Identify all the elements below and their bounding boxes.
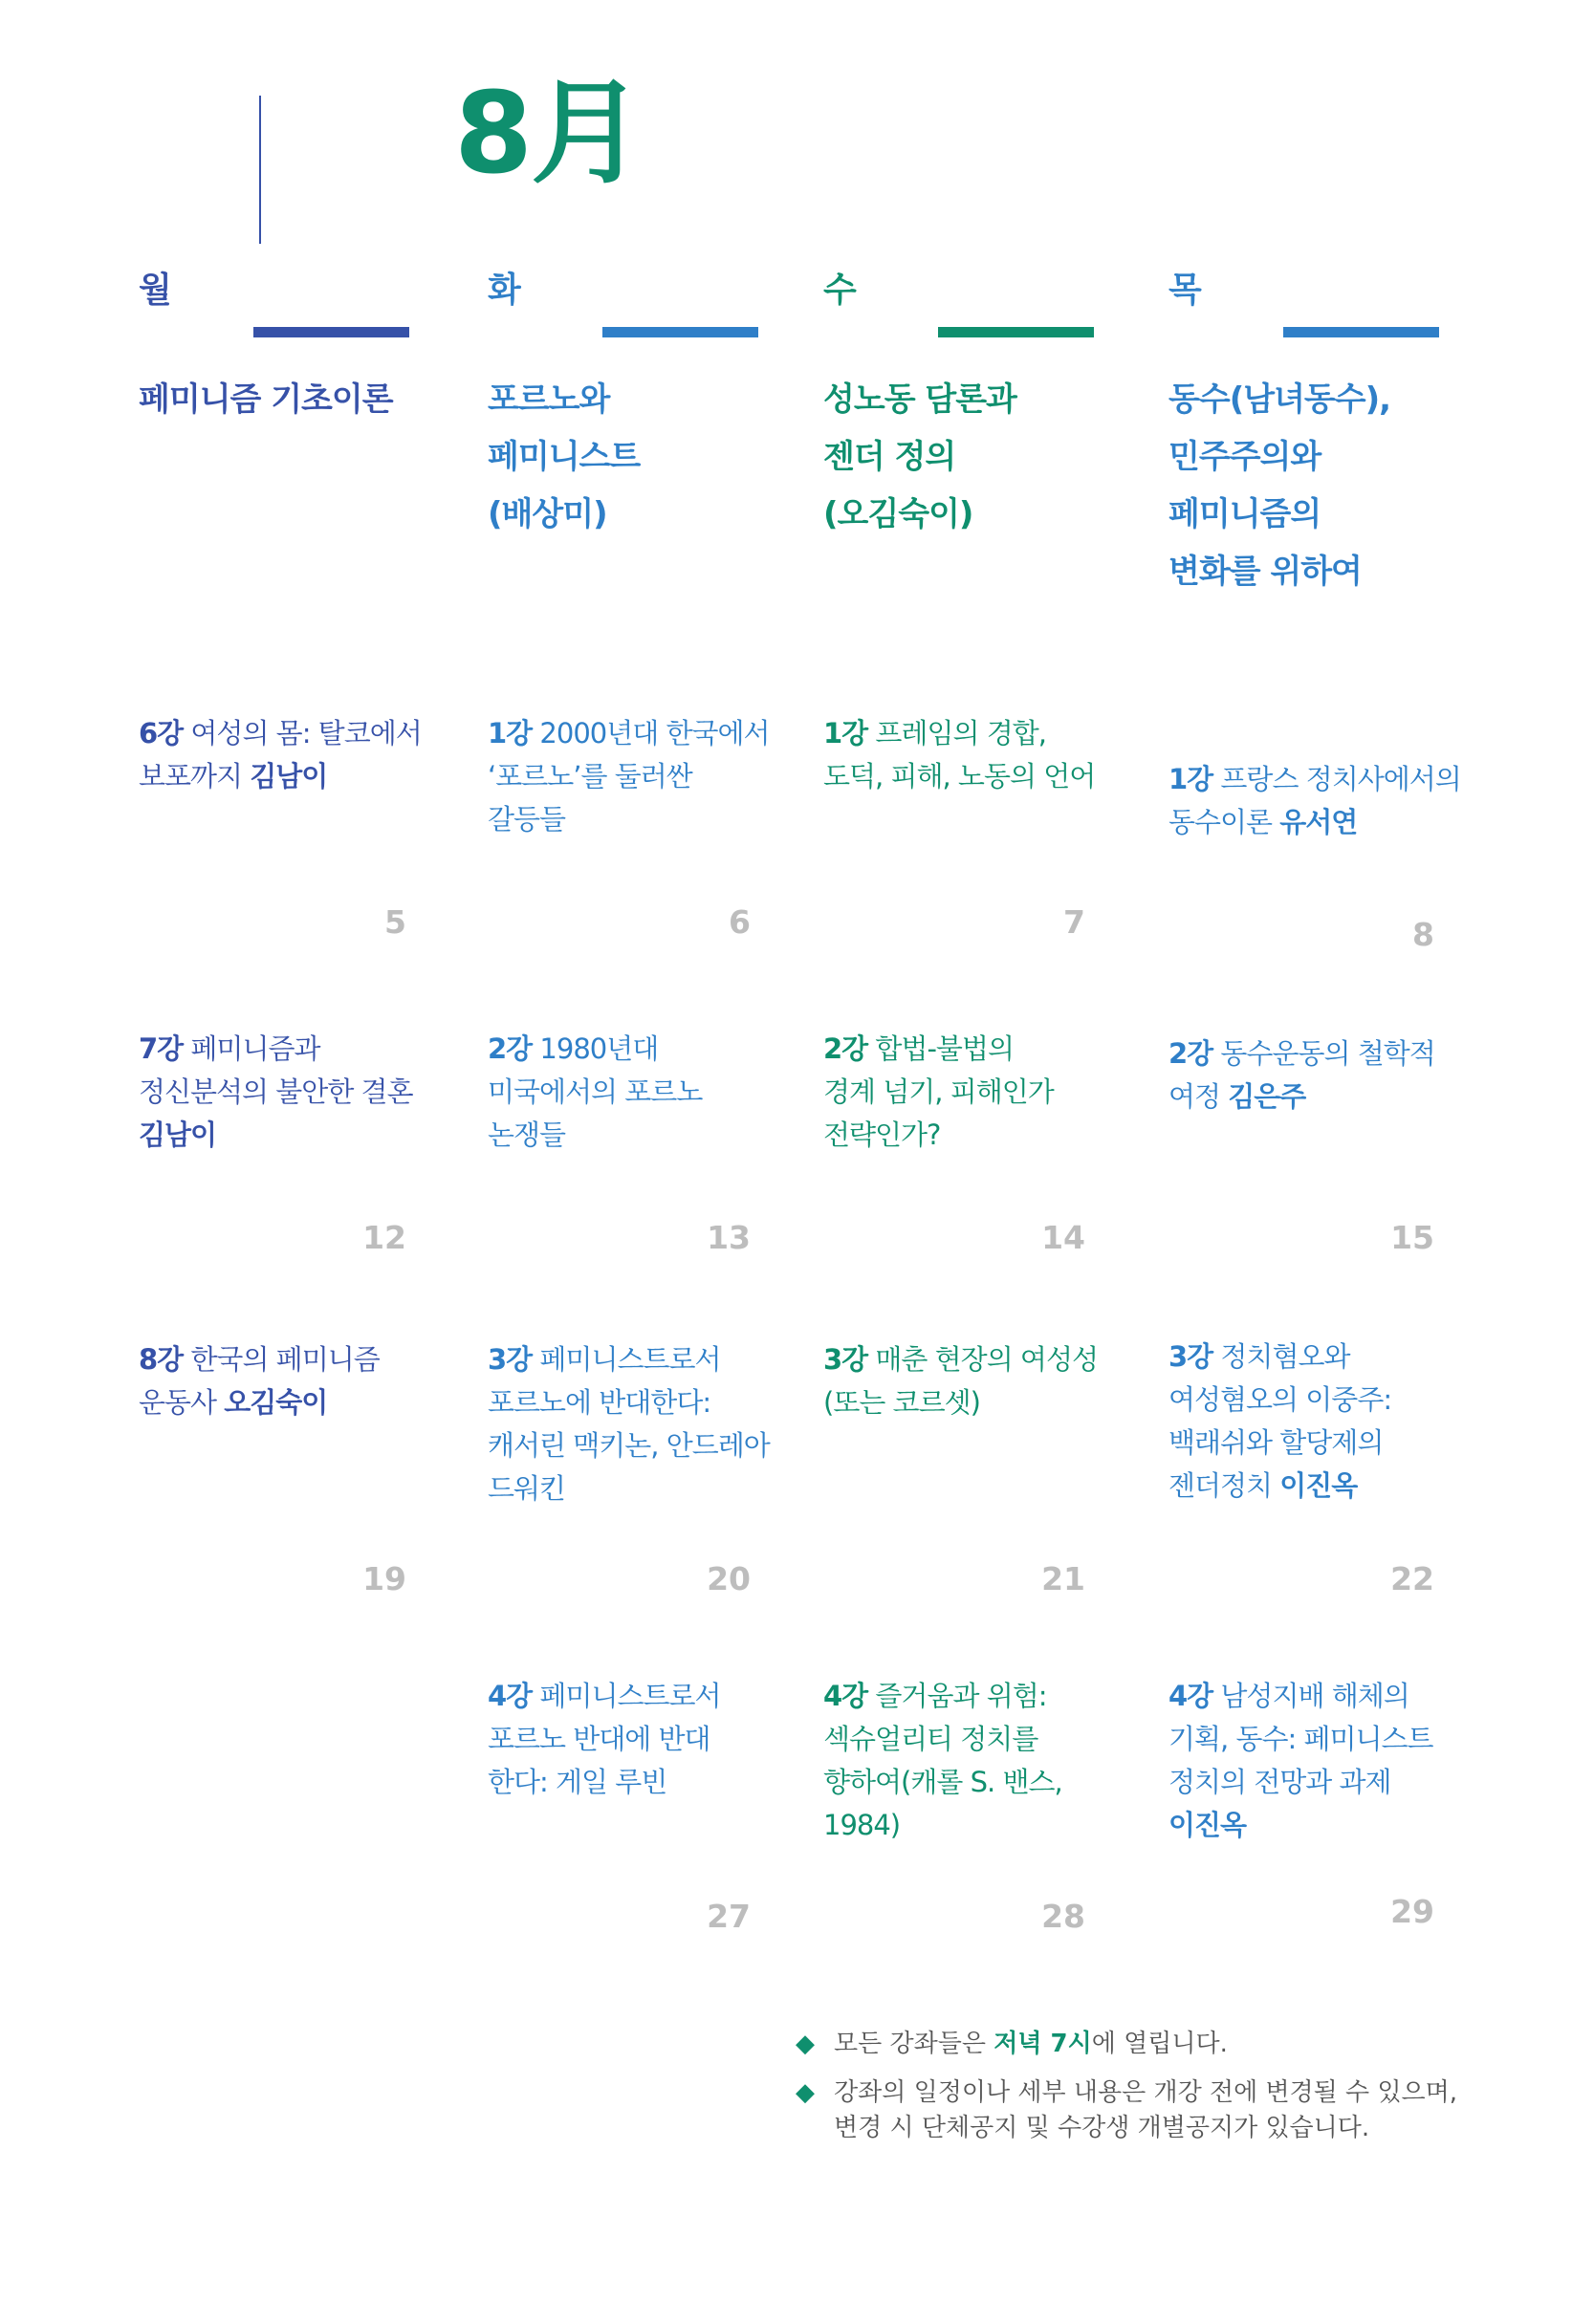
- lecture-bold-text: 8강: [139, 1343, 184, 1376]
- lecture-line: [1168, 1336, 1391, 1379]
- lecture-line: [488, 798, 770, 841]
- lecture-text: 기획, 동수: 페미니스트: [1168, 1723, 1433, 1755]
- notes-section: [796, 2027, 1465, 2160]
- lecture-text: 합법-불법의: [867, 1032, 1014, 1065]
- day-underline-bar: [602, 327, 758, 337]
- lecture-text: 포르노 반대에 반대: [488, 1723, 710, 1755]
- lecture-entry: [1168, 758, 1461, 844]
- lecture-line: [823, 755, 1095, 798]
- lecture-line: [488, 1675, 721, 1718]
- day-header-tue: 화: [488, 271, 521, 310]
- lecture-text: 매춘 현장의 여성성: [867, 1343, 1098, 1376]
- lecture-bold-text: 3강: [488, 1343, 533, 1376]
- lecture-text: 정치의 전망과 과제: [1168, 1766, 1391, 1798]
- lecture-text: 한국의 페미니즘: [183, 1343, 380, 1376]
- lecture-text: 정치혐오와: [1212, 1340, 1350, 1373]
- note-text: 강좌의 일정이나 세부 내용은 개강 전에 변경될 수 있으며, 변경 시 단체공지 및 수강생 개별공지가 있습니다.: [834, 2078, 1458, 2142]
- category-line: 동수(남녀동수),: [1168, 380, 1391, 419]
- lecture-text: 2000년대 한국에서: [532, 717, 770, 749]
- lecture-text: 페미니스트로서: [532, 1343, 721, 1376]
- day-underline-bar: [938, 327, 1094, 337]
- lecture-line: [1168, 1718, 1433, 1761]
- category-line: 변화를 위하여: [1168, 553, 1362, 591]
- lecture-entry: [1168, 1032, 1435, 1119]
- note-text-pre: 모든 강좌들은: [834, 2030, 994, 2058]
- lecture-text: 페미니즘과: [183, 1032, 320, 1065]
- lecture-line: [823, 1071, 1054, 1114]
- lecture-text: 경계 넘기, 피해인가: [823, 1075, 1054, 1108]
- lecture-text: 여정: [1168, 1080, 1229, 1113]
- date-number: 8: [1412, 916, 1434, 953]
- lecture-bold-text: 7강: [139, 1032, 184, 1065]
- lecture-line: [488, 1424, 770, 1467]
- lecture-bold-text: 1강: [488, 717, 533, 749]
- lecture-text: 백래쉬와 할당제의: [1168, 1426, 1384, 1459]
- lecture-line: [488, 1381, 770, 1424]
- date-number: 12: [362, 1219, 406, 1256]
- lecture-bold-text: 1강: [1168, 763, 1213, 795]
- lecture-line: [1168, 1675, 1433, 1718]
- lecturer-name: 오김숙이: [224, 1386, 328, 1419]
- lecture-text: 1980년대: [532, 1032, 659, 1065]
- date-number: 14: [1041, 1219, 1085, 1256]
- lecture-line: [1168, 1465, 1391, 1508]
- lecture-bold-text: 3강: [823, 1343, 868, 1376]
- lecture-text: 여성혐오의 이중주:: [1168, 1383, 1392, 1416]
- lecture-line: [488, 1338, 770, 1381]
- diamond-bullet-icon: ◆: [796, 2078, 815, 2107]
- lecture-entry: [488, 1675, 721, 1804]
- lecture-text: 남성지배 해체의: [1212, 1680, 1409, 1712]
- lecture-line: [1168, 1075, 1435, 1119]
- lecture-text: 정신분석의 불안한 결혼: [139, 1075, 413, 1108]
- lecture-line: [823, 1028, 1054, 1071]
- lecture-bold-text: 2강: [1168, 1037, 1213, 1070]
- lecture-bold-text: 김남이: [139, 1119, 217, 1151]
- date-number: 28: [1041, 1898, 1085, 1935]
- lecturer-name: 김남이: [250, 760, 328, 793]
- lecture-line: [1168, 1379, 1391, 1422]
- lecture-text: 섹슈얼리티 정치를: [823, 1723, 1038, 1755]
- lecture-text: 보포까지: [139, 760, 251, 793]
- lecture-line: [139, 712, 422, 755]
- date-number: 7: [1063, 903, 1085, 941]
- header-divider-line: [259, 96, 261, 244]
- lecture-entry: [823, 1338, 1098, 1424]
- lecture-entry: [488, 712, 770, 841]
- lecture-line: [488, 712, 770, 755]
- lecture-bold-text: 6강: [139, 717, 184, 749]
- category-line: 페미니스트: [488, 438, 641, 476]
- lecture-text: 동수이론: [1168, 806, 1280, 838]
- day-underline-bar: [253, 327, 409, 337]
- lecture-text: 즐거움과 위험:: [867, 1680, 1047, 1712]
- lecture-line: [1168, 1804, 1433, 1847]
- lecture-bold-text: 4강: [1168, 1680, 1213, 1712]
- lecture-text: 1984): [823, 1809, 901, 1841]
- lecture-text: 드워킨: [488, 1472, 566, 1505]
- date-number: 15: [1390, 1219, 1434, 1256]
- lecture-text: 향하여(캐롤 S. 밴스,: [823, 1766, 1062, 1798]
- category-line: 민주주의와: [1168, 438, 1321, 476]
- category-line: 성노동 담론과: [823, 380, 1016, 419]
- lecture-line: [488, 1761, 721, 1804]
- lecture-entry: [1168, 1336, 1391, 1508]
- lecture-line: [488, 1718, 721, 1761]
- note-item: [796, 2027, 1465, 2062]
- lecture-entry: [488, 1028, 702, 1157]
- date-number: 5: [384, 903, 406, 941]
- lecture-line: [139, 1071, 413, 1114]
- lecturer-name: 이진옥: [1279, 1469, 1358, 1502]
- lecture-line: [488, 1114, 702, 1157]
- lecture-text: 여성의 몸: 탈코에서: [183, 717, 422, 749]
- date-number: 19: [362, 1560, 406, 1597]
- lecture-text: 캐서린 맥키논, 안드레아: [488, 1429, 770, 1462]
- lecture-line: [1168, 1032, 1435, 1075]
- lecture-entry: [823, 712, 1095, 798]
- day-header-thu: 목: [1168, 271, 1202, 310]
- lecture-line: [139, 755, 422, 798]
- lecture-text: 미국에서의 포르노: [488, 1075, 703, 1108]
- lecture-line: [1168, 1761, 1433, 1804]
- lecture-text: 전략인가?: [823, 1119, 941, 1151]
- lecture-text: 운동사: [139, 1386, 225, 1419]
- lecture-line: [823, 712, 1095, 755]
- lecture-text: (또는 코르셋): [823, 1386, 980, 1419]
- lecture-text: 동수운동의 철학적: [1212, 1037, 1435, 1070]
- course-category-title: [823, 371, 1016, 543]
- lecture-bold-text: 3강: [1168, 1340, 1213, 1373]
- lecture-bold-text: 1강: [823, 717, 868, 749]
- lecture-bold-text: 이진옥: [1168, 1809, 1247, 1841]
- category-line: (오김숙이): [823, 495, 973, 533]
- lecture-line: [823, 1804, 1062, 1847]
- lecture-line: [1168, 801, 1461, 844]
- lecture-entry: [823, 1675, 1062, 1847]
- lecture-text: 포르노에 반대한다:: [488, 1386, 711, 1419]
- lecture-line: [823, 1381, 1098, 1424]
- lecture-text: 페미니스트로서: [532, 1680, 721, 1712]
- lecture-text: 젠더정치: [1168, 1469, 1280, 1502]
- lecture-bold-text: 4강: [823, 1680, 868, 1712]
- course-category-title: [139, 371, 393, 428]
- lecture-text: ‘포르노’를 둘러싼: [488, 760, 692, 793]
- category-line: 페미니즘 기초이론: [139, 380, 393, 419]
- course-category-title: [1168, 371, 1390, 600]
- lecture-bold-text: 2강: [488, 1032, 533, 1065]
- lecture-line: [823, 1761, 1062, 1804]
- note-item: [796, 2075, 1465, 2146]
- lecture-text: 한다: 게일 루빈: [488, 1766, 667, 1798]
- lecture-text: 도덕, 피해, 노동의 언어: [823, 760, 1096, 793]
- category-line: 젠더 정의: [823, 438, 956, 476]
- lecture-entry: [823, 1028, 1054, 1157]
- date-number: 22: [1390, 1560, 1434, 1597]
- lecture-line: [139, 1114, 413, 1157]
- lecture-entry: [139, 1338, 380, 1424]
- lecture-line: [823, 1718, 1062, 1761]
- category-line: 페미니즘의: [1168, 495, 1321, 533]
- date-number: 21: [1041, 1560, 1085, 1597]
- lecturer-name: 김은주: [1228, 1080, 1306, 1113]
- day-header-mon: 월: [139, 271, 172, 310]
- note-text-post: 에 열립니다.: [1091, 2030, 1228, 2058]
- course-category-title: [488, 371, 640, 543]
- lecture-text: 갈등들: [488, 803, 566, 836]
- day-underline-bar: [1283, 327, 1439, 337]
- lecture-entry: [488, 1338, 770, 1510]
- lecture-entry: [139, 712, 422, 798]
- lecture-text: 논쟁들: [488, 1119, 566, 1151]
- month-title: 8月: [454, 67, 643, 199]
- lecture-line: [823, 1338, 1098, 1381]
- lecture-text: 프랑스 정치사에서의: [1212, 763, 1461, 795]
- lecturer-name: 유서연: [1279, 806, 1358, 838]
- note-text-bold: 저녁 7시: [994, 2030, 1092, 2058]
- date-number: 13: [707, 1219, 751, 1256]
- date-number: 29: [1390, 1893, 1434, 1930]
- lecture-line: [139, 1338, 380, 1381]
- date-number: 20: [707, 1560, 751, 1597]
- lecture-bold-text: 2강: [823, 1032, 868, 1065]
- lecture-line: [488, 1467, 770, 1510]
- date-number: 27: [707, 1898, 751, 1935]
- lecture-line: [488, 1028, 702, 1071]
- lecture-line: [1168, 758, 1461, 801]
- day-header-wed: 수: [823, 271, 857, 310]
- lecture-line: [139, 1381, 380, 1424]
- lecture-line: [823, 1114, 1054, 1157]
- lecture-line: [823, 1675, 1062, 1718]
- lecture-line: [139, 1028, 413, 1071]
- lecture-line: [488, 1071, 702, 1114]
- lecture-line: [488, 755, 770, 798]
- lecture-entry: [1168, 1675, 1433, 1847]
- diamond-bullet-icon: ◆: [796, 2030, 815, 2058]
- category-line: (배상미): [488, 495, 607, 533]
- category-line: 포르노와: [488, 380, 610, 419]
- date-number: 6: [729, 903, 751, 941]
- lecture-line: [1168, 1422, 1391, 1465]
- lecture-bold-text: 4강: [488, 1680, 533, 1712]
- lecture-text: 프레임의 경합,: [867, 717, 1046, 749]
- lecture-entry: [139, 1028, 413, 1157]
